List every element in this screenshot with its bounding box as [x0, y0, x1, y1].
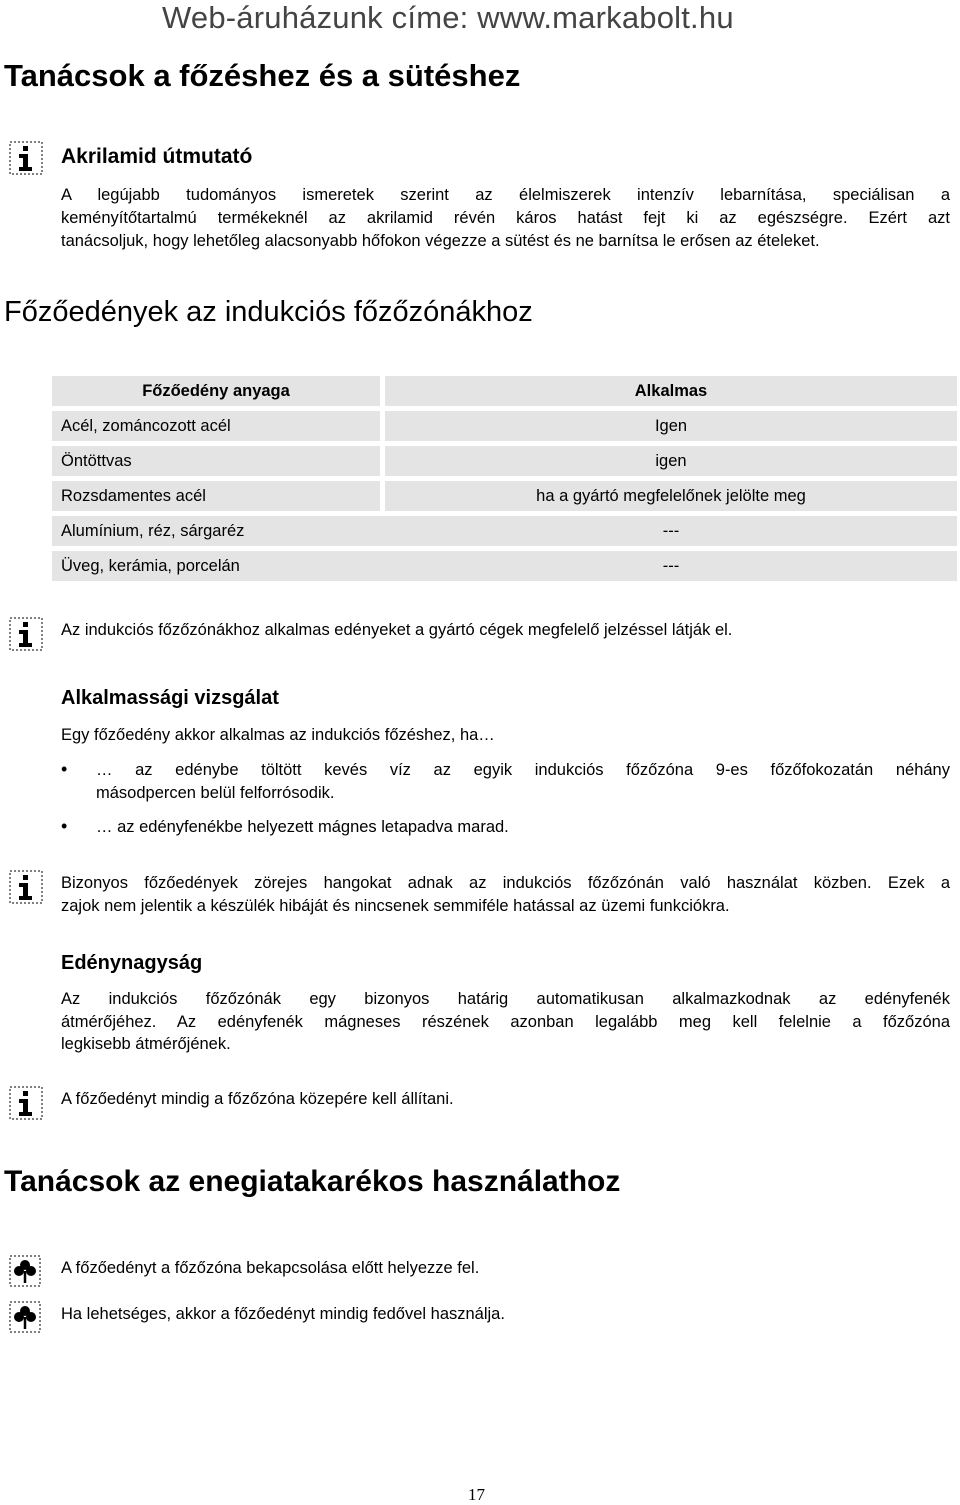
site-header: Web-áruházunk címe: www.markabolt.hu — [162, 0, 734, 35]
page-title: Tanácsok a főzéshez és a sütéshez — [4, 58, 521, 93]
noise-note-line-2: zajok nem jelentik a készülék hibáját és nincsenek semmiféle hatással az üzemi funkciókra. — [61, 897, 730, 915]
suitability-intro: Egy főzőedény akkor alkalmas az indukciós főzéshez, ha… — [61, 726, 495, 744]
material-cell: Acél, zománcozott acél — [61, 417, 231, 435]
energy-tip-2: Ha lehetséges, akkor a főzőedényt mindig fedővel használja. — [61, 1305, 505, 1323]
pot-center-note: A főzőedényt mindig a főzőzóna közepére kell állítani. — [61, 1090, 454, 1108]
bullet-1-line-1: … az edénybe töltött kevés víz az egyik indukciós főzőzóna 9-es főzőfokozatán néhány — [96, 761, 950, 779]
bullet-dot: • — [61, 816, 68, 836]
pot-size-line-3: legkisebb átmérőjének. — [61, 1035, 231, 1053]
material-cell: Üveg, kerámia, porcelán — [61, 557, 240, 575]
suitable-cell: --- — [662, 557, 680, 575]
header-material: Főzőedény anyaga — [142, 382, 290, 400]
clover-icon — [9, 1255, 41, 1287]
bullet-dot: • — [61, 759, 68, 779]
info-icon — [9, 141, 43, 175]
suitable-cell: Igen — [654, 417, 688, 435]
page-number: 17 — [468, 1485, 485, 1504]
suitable-cell: igen — [655, 452, 687, 470]
energy-saving-title: Tanácsok az enegiatakarékos használathoz — [4, 1165, 621, 1198]
pot-size-title: Edénynagyság — [61, 952, 203, 974]
induction-info-note: Az indukciós főzőzónákhoz alkalmas edényeket a gyártó cégek megfelelő jelzéssel látják el. — [61, 621, 733, 639]
table-header-row — [52, 376, 957, 406]
info-icon — [9, 870, 43, 904]
pot-size-line-1: Az indukciós főzőzónák egy bizonyos határig automatikusan alkalmazkodnak az edényfenék — [61, 990, 950, 1008]
acrylamide-title: Akrilamid útmutató — [61, 145, 253, 168]
suitability-test-title: Alkalmassági vizsgálat — [61, 687, 279, 709]
acrylamide-line-3: tanácsoljuk, hogy lehetőleg alacsonyabb hőfokon végezze a sütést és ne barnítsa le erősen az ételeket. — [61, 232, 820, 250]
material-cell: Rozsdamentes acél — [61, 487, 206, 505]
info-icon — [9, 1086, 43, 1120]
clover-icon — [9, 1301, 41, 1333]
bullet-1-line-2: másodpercen belül felforrósodik. — [96, 784, 335, 802]
material-cell: Alumínium, réz, sárgaréz — [61, 522, 245, 540]
material-cell: Öntöttvas — [61, 452, 132, 470]
suitable-cell: --- — [662, 522, 680, 540]
info-icon — [9, 617, 43, 651]
bullet-2: … az edényfenékbe helyezett mágnes letapadva marad. — [96, 818, 509, 836]
table-row — [52, 551, 957, 581]
header-suitable: Alkalmas — [634, 382, 708, 400]
cookware-section-title: Főzőedények az indukciós főzőzónákhoz — [4, 296, 533, 328]
suitable-cell: ha a gyártó megfelelőnek jelölte meg — [536, 487, 806, 505]
pot-size-line-2: átmérőjéhez. Az edényfenék mágneses részének azonban legalább meg kell felelnie a főzőzóna — [61, 1013, 950, 1031]
table-row — [52, 411, 957, 441]
noise-note-line-1: Bizonyos főzőedények zörejes hangokat adnak az indukciós főzőzónán való használat közben. Ezek a — [61, 874, 950, 892]
acrylamide-line-1: A legújabb tudományos ismeretek szerint az élelmiszerek intenzív lebarnítása, speciálisan a — [61, 186, 950, 204]
table-row — [52, 516, 957, 546]
energy-tip-1: A főzőedényt a főzőzóna bekapcsolása előtt helyezze fel. — [61, 1259, 480, 1277]
table-row — [52, 446, 957, 476]
table-row — [52, 481, 957, 511]
acrylamide-line-2: keményítőtartalmú termékeknél az akrilamid révén káros hatást fejt ki az egészségre. Ezért azt — [61, 209, 950, 227]
